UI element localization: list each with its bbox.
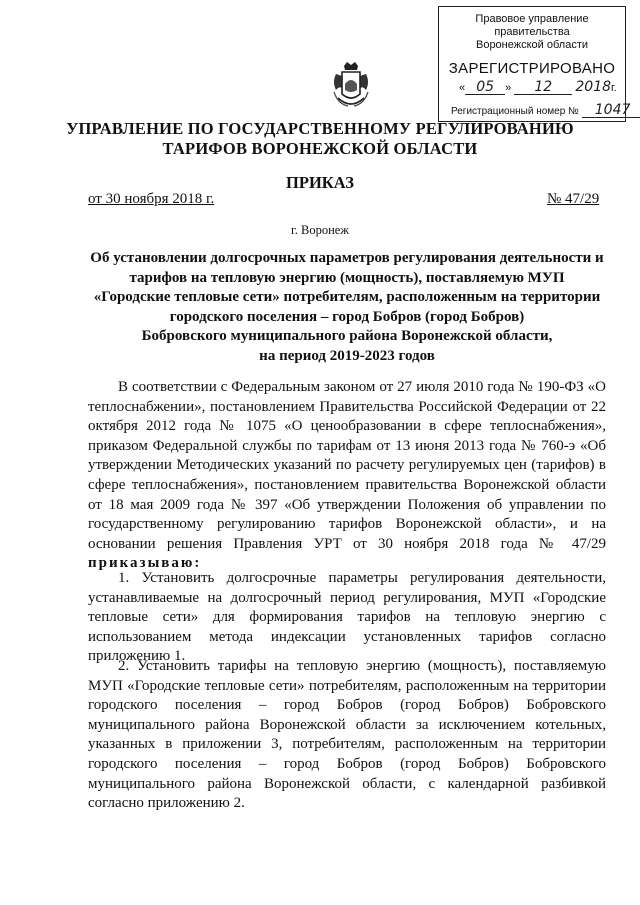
coat-of-arms-icon — [330, 60, 372, 112]
heading-line5: Бобровского муниципального района Воронежской области, — [141, 328, 553, 344]
stamp-year-suffix: г. — [611, 82, 617, 94]
stamp-date: « 05 » 12 2018г. — [459, 79, 617, 95]
document-date: от 30 ноября 2018 г. — [88, 191, 215, 207]
stamp-reg-label: Регистрационный номер № — [451, 106, 579, 117]
org-title-line2: ТАРИФОВ ВОРОНЕЖСКОЙ ОБЛАСТИ — [162, 139, 478, 158]
heading-line3: «Городские тепловые сети» потребителям, расположенным на территории — [93, 289, 601, 305]
stamp-org — [439, 7, 625, 52]
stamp-reg-number: 1047 — [582, 104, 640, 118]
heading-line6: на период 2019-2023 годов — [259, 347, 435, 364]
stamp-date-year: 2018 — [575, 79, 612, 95]
item-1-paragraph: 1. Установить долгосрочные параметры регулирования деятельности, устанавливаемые на долгосрочный период регулирования, МУП «Городские тепловые сети» для формирования тарифов на тепловую энергию с использованием метода индексации установленных тарифов согласно приложению 1. — [88, 570, 606, 665]
document-type: ПРИКАЗ — [286, 173, 354, 192]
registration-stamp — [438, 6, 631, 122]
heading-line4: городского поселения – город Бобров (город Бобров) — [169, 308, 525, 325]
document-number: № 47/29 — [547, 191, 600, 207]
preamble-paragraph — [88, 378, 606, 574]
prikazyvayu-text: приказываю: — [88, 555, 202, 572]
stamp-org-line1: Правовое управление правительства — [475, 13, 589, 38]
org-title-line1: УПРАВЛЕНИЕ ПО ГОСУДАРСТВЕННОМУ РЕГУЛИРОВАНИЮ — [66, 119, 574, 138]
item-2-paragraph: 2. Установить тарифы на тепловую энергию (мощность), поставляемую МУП «Городские тепловые сети» потребителям, расположенным на территории городского поселения – город Бобров (город Бобров) Бобровского муниципального района Воронежской области за исключением котельных, указанных в приложении 3, потребителям, расположенным на территории городского поселения – город Бобров (город Бобров) Бобровского муниципального района Воронежской области, с календарной разбивкой согласно приложению 2. — [88, 658, 606, 812]
preamble-text: В соответствии с Федеральным законом от 27 июля 2010 года № 190-ФЗ «О теплоснабжении», постановлением Правительства Российской Федерации от 22 октября 2012 года № 1075 «О ценообразовании в сфере теплоснабжения», приказом Федеральной службы по тарифам от 13 июня 2013 года № 760-э «Об утверждении Методических указаний по расчету регулируемых цен (тарифов) в сфере теплоснабжения», постановлением правительства Воронежской области от 18 мая 2009 года № 397 «Об утверждении Положения об управлении по государственному регулированию тарифов Воронежской области», и на основании решения Правления УРТ от 30 ноября 2018 года № 47/29 — [88, 379, 606, 552]
stamp-registered: ЗАРЕГИСТРИРОВАНО — [448, 60, 616, 77]
stamp-reg-number-row — [451, 102, 631, 118]
heading-line2: тарифов на тепловую энергию (мощность), поставляемую МУП — [129, 269, 565, 286]
heading-line1: Об установлении долгосрочных параметров регулирования деятельности и — [90, 250, 604, 266]
document-heading — [80, 249, 614, 366]
stamp-date-day: 05 — [465, 81, 505, 95]
document-city: г. Воронеж — [291, 223, 349, 237]
stamp-org-line2: Воронежской области — [475, 39, 588, 51]
stamp-date-month: 12 — [514, 81, 572, 95]
